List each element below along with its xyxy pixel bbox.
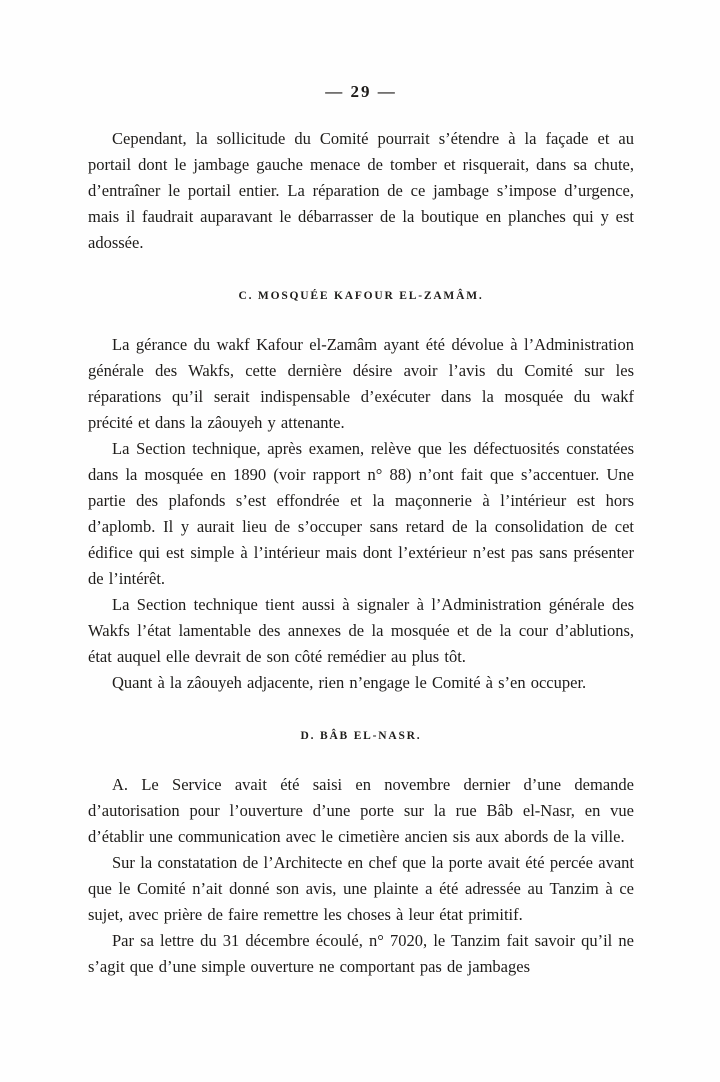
section-heading-bab-el-nasr: D. BÂB EL-NASR. [300,730,422,742]
section-heading-mosquee-kafour-el-zamam: C. MOSQUÉE KAFOUR EL-ZAMÂM. [238,290,484,302]
paragraph-constatation-architecte: Sur la constatation de l’Architecte en chef que la porte avait été percée avant que le Comité n’ait donné son avis, une plainte a été adressée au Tanzim à ce sujet, avec prière de faire remettre les choses à leur état primitif. [88,853,634,924]
paragraph-portail-reparation: Cependant, la sollicitude du Comité pourrait s’étendre à la façade et au portail dont le jambage gauche menace de tomber et risquerait, dans sa chute, d’entraîner le portail entier. La réparation de ce jambage s’impose d’urgence, mais il faudrait auparavant le débarrasser de la boutique en planches qui y est adossée. [88,129,634,252]
paragraph-annexes-cour-ablutions: La Section technique tient aussi à signaler à l’Administration générale des Wakfs l’état lamentable des annexes de la mosquée et de la cour d’ablutions, état auquel elle devrait de son côté remédier au plus tôt. [88,595,634,666]
paragraph-section-technique-examen: La Section technique, après examen, relève que les défectuosités constatées dans la mosquée en 1890 (voir rapport n° 88) n’ont fait que s’accentuer. Une partie des plafonds s’est effondrée et la maçonnerie à l’intérieur est hors d’aplomb. Il y aurait lieu de s’occuper sans retard de la consolidation de cet édifice qui est simple à l’intérieur mais dont l’extérieur n’est pas sans présenter de l’intérêt. [88,439,634,588]
paragraph-lettre-tanzim: Par sa lettre du 31 décembre écoulé, n° 7020, le Tanzim fait savoir qu’il ne s’agit que d’une simple ouverture ne comportant pas de jambages [88,931,634,976]
paragraph-zaouyeh-adjacente: Quant à la zâouyeh adjacente, rien n’engage le Comité à s’en occuper. [112,673,587,692]
page-number: — 29 — [325,82,397,101]
paragraph-demande-autorisation: A. Le Service avait été saisi en novembre dernier d’une demande d’autorisation pour l’ouverture d’une porte sur la rue Bâb el-Nasr, en vue d’établir une communication avec le cimetière ancien sis aux abords de la ville. [88,775,634,846]
paragraph-gerance-wakf: La gérance du wakf Kafour el-Zamâm ayant été dévolue à l’Administration générale des Wakfs, cette dernière désire avoir l’avis du Comité sur les réparations qu’il serait indispensable d’exécuter dans la mosquée du wakf précité et dans la zâouyeh y attenante. [88,335,634,432]
